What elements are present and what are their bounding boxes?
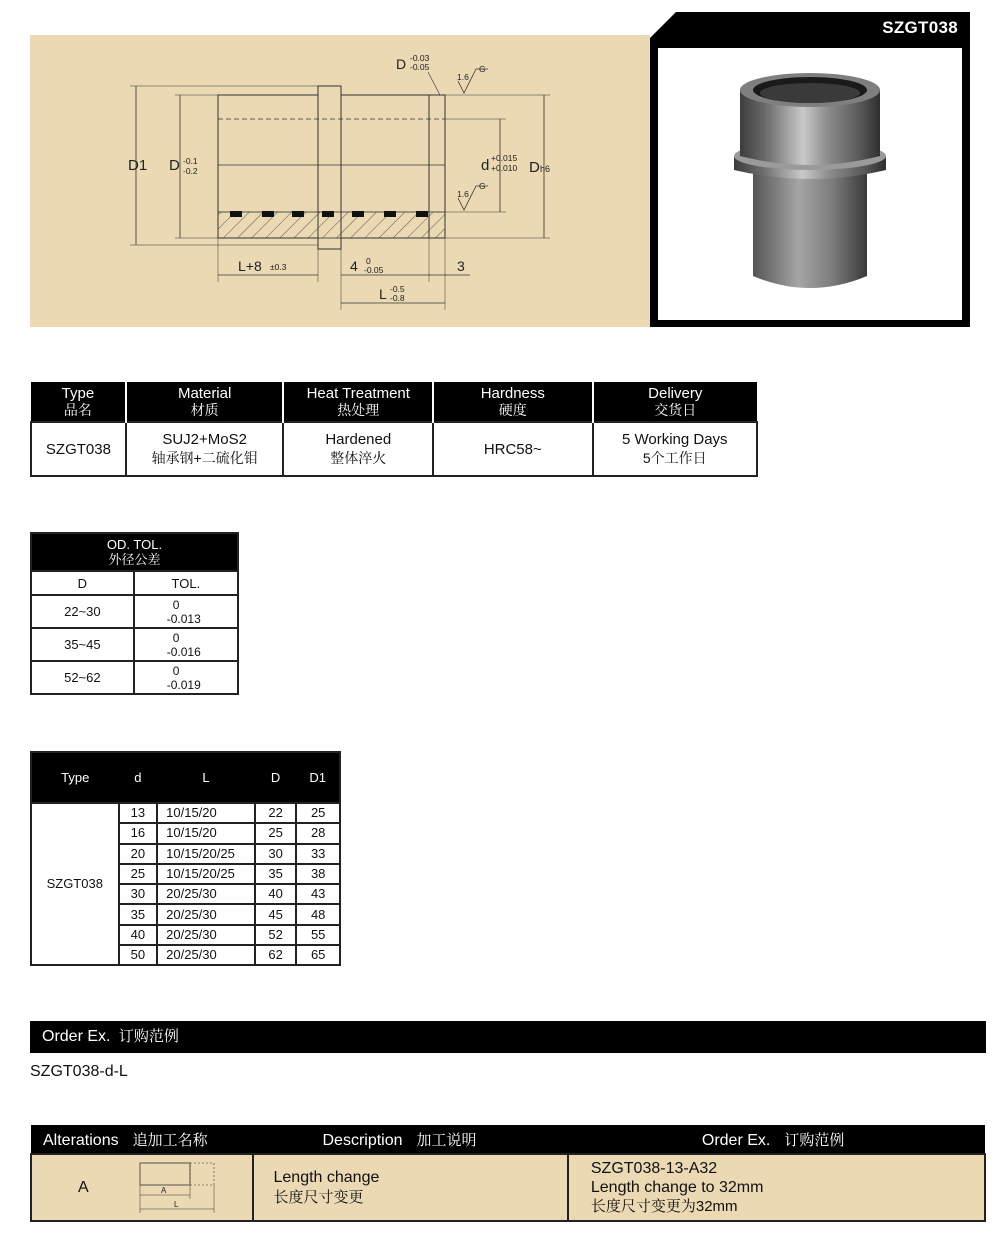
spec-heat: Hardened 整体淬火 (283, 422, 433, 476)
dim-d-tol-up: +0.015 (491, 153, 518, 163)
dim-D1: 55 (296, 925, 340, 945)
dim-D: 30 (255, 844, 297, 864)
dim-four-tol-lo: -0.05 (364, 265, 384, 275)
od-tol-title: OD. TOL. 外径公差 (31, 533, 238, 571)
dim-L-tol-lo: -0.8 (390, 293, 405, 303)
spec-delivery: 5 Working Days 5个工作日 (593, 422, 757, 476)
dim-d: 13 (119, 803, 158, 823)
od-tolerance-table (30, 532, 239, 695)
dim-Dh6: D (529, 159, 540, 176)
order-example-title-cn: 订购范例 (118, 1028, 179, 1045)
dim-L: 10/15/20/25 (157, 864, 255, 884)
dim-three: 3 (457, 258, 465, 274)
dim-D: 35 (255, 864, 297, 884)
spec-table (30, 382, 758, 477)
spec-header-type: Type 品名 (31, 382, 126, 422)
alt-order-example: SZGT038-13-A32 Length change to 32mm 长度尺寸变更为32mm (568, 1154, 985, 1221)
dim-D1: 38 (296, 864, 340, 884)
dim-d: 35 (119, 904, 158, 924)
dim-d: 25 (119, 864, 158, 884)
dim-D: 25 (255, 823, 297, 843)
dim-L8-tol: ±0.3 (270, 262, 287, 272)
bushing-drawing (30, 35, 650, 327)
dim-L: L (379, 286, 387, 302)
dim-d: 50 (119, 945, 158, 965)
dim-D: 22 (255, 803, 297, 823)
dim-D-top-tol-up: -0.03 (410, 53, 430, 63)
sketch-label-a: A (161, 1186, 167, 1195)
od-tol: 0 -0.019 (134, 661, 238, 694)
alt-header-alterations: Alterations 追加工名称 (31, 1125, 253, 1154)
order-example-title: Order Ex. (42, 1028, 111, 1045)
dim-D: 52 (255, 925, 297, 945)
od-col-tol: TOL. (134, 571, 238, 595)
od-d: 22~30 (31, 595, 134, 628)
dim-four: 4 (350, 258, 358, 274)
dim-L-tol-up: -0.5 (390, 284, 405, 294)
dim-header-L: L (157, 752, 255, 803)
bushing-image (658, 48, 962, 320)
sketch-label-l: L (174, 1200, 179, 1209)
dim-D1: 65 (296, 945, 340, 965)
technical-drawing-panel (30, 35, 650, 327)
spec-material: SUJ2+MoS2 轴承钢+二硫化钼 (126, 422, 284, 476)
dim-d: 20 (119, 844, 158, 864)
alt-header-order-ex: Order Ex. 订购范例 (568, 1125, 985, 1154)
dimensions-table (30, 751, 341, 966)
od-tol: 0 -0.013 (134, 595, 238, 628)
spec-hardness: HRC58~ (433, 422, 593, 476)
dim-D-top-tol-lo: -0.05 (410, 62, 430, 72)
dim-D-left: D (169, 157, 180, 174)
dim-D: 62 (255, 945, 297, 965)
spec-header-hardness: Hardness 硬度 (433, 382, 593, 422)
table-row (31, 1154, 985, 1221)
od-tol: 0 -0.016 (134, 628, 238, 661)
dim-D1: 33 (296, 844, 340, 864)
alt-header-description: Description 加工说明 (253, 1125, 568, 1154)
dim-L: 20/25/30 (157, 945, 255, 965)
alterations-table (30, 1125, 986, 1222)
dim-header-type: Type (31, 752, 119, 803)
dim-L8: L+8 (238, 258, 262, 274)
alt-code: A (78, 1179, 89, 1196)
spec-header-material: Material 材质 (126, 382, 284, 422)
table-row (31, 595, 238, 628)
dim-header-D: D (255, 752, 297, 803)
roughness-bottom: 1.6 (457, 189, 469, 199)
product-photo (658, 48, 962, 320)
spec-header-heat: Heat Treatment 热处理 (283, 382, 433, 422)
table-row (31, 628, 238, 661)
order-code: SZGT038-d-L (30, 1063, 128, 1080)
roughness-bottom-g: G (479, 181, 486, 191)
dim-d: d (481, 157, 490, 174)
table-row (31, 661, 238, 694)
od-col-d: D (31, 571, 134, 595)
dim-D1: 25 (296, 803, 340, 823)
roughness-top-g: G (479, 64, 486, 74)
dim-d: 16 (119, 823, 158, 843)
dim-D-left-tol-lo: -0.2 (183, 166, 198, 176)
alt-code-cell (31, 1154, 253, 1221)
dim-d: 40 (119, 925, 158, 945)
roughness-top: 1.6 (457, 72, 469, 82)
alteration-sketch (138, 1161, 228, 1217)
od-d: 52~62 (31, 661, 134, 694)
dim-D1: 48 (296, 904, 340, 924)
dim-L: 10/15/20 (157, 823, 255, 843)
dim-D: 40 (255, 884, 297, 904)
dim-header-d: d (119, 752, 158, 803)
dim-D: 45 (255, 904, 297, 924)
dim-L: 20/25/30 (157, 925, 255, 945)
product-code-badge: SZGT038 (882, 18, 958, 37)
dim-four-tol-up: 0 (366, 256, 371, 266)
dim-d-tol-lo: +0.010 (491, 163, 518, 173)
od-d: 35~45 (31, 628, 134, 661)
table-row (31, 803, 340, 823)
spec-type: SZGT038 (31, 422, 126, 476)
dim-D1: 28 (296, 823, 340, 843)
spec-header-delivery: Delivery 交货日 (593, 382, 757, 422)
order-example-bar (30, 1021, 986, 1053)
dim-d: 30 (119, 884, 158, 904)
dim-L: 20/25/30 (157, 884, 255, 904)
dim-D-top: D (396, 56, 407, 72)
dim-D1: D1 (128, 157, 148, 174)
product-photo-panel (650, 12, 970, 327)
dim-L: 10/15/20 (157, 803, 255, 823)
dim-L: 10/15/20/25 (157, 844, 255, 864)
dim-D-left-tol-up: -0.1 (183, 156, 198, 166)
dim-D1: 43 (296, 884, 340, 904)
dim-type: SZGT038 (31, 803, 119, 965)
dim-header-D1: D1 (296, 752, 340, 803)
alt-description: Length change 长度尺寸变更 (253, 1154, 568, 1221)
dim-L: 20/25/30 (157, 904, 255, 924)
dim-Dh6-sub: h6 (540, 164, 551, 174)
